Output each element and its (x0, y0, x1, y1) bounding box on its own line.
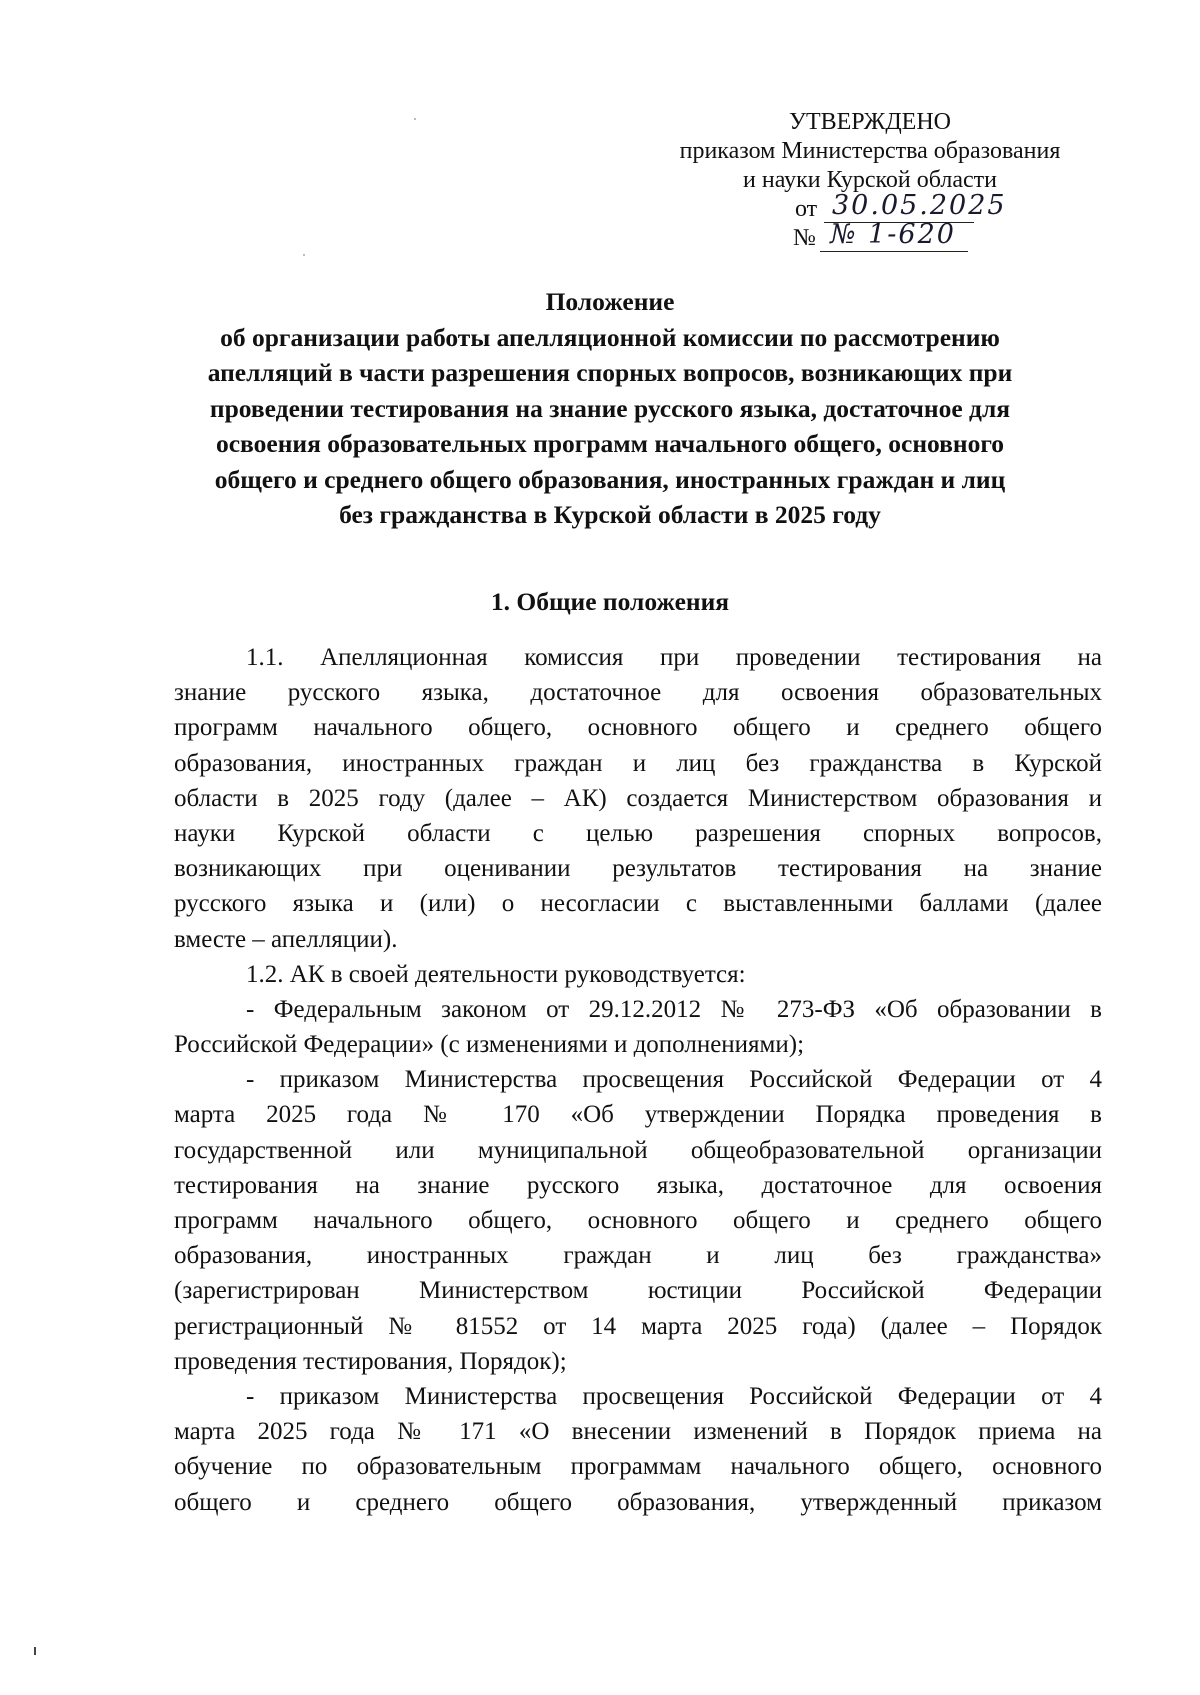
document-body (174, 640, 1102, 1520)
paragraph-line: регистрационный № 81552 от 14 марта 2025 года) (далее – Порядок (174, 1312, 1102, 1340)
approval-number-handwritten: № 1-620 (830, 219, 956, 250)
approval-order-line-2: и науки Курской области (743, 167, 997, 193)
paragraph-line: 1.1. Апелляционная комиссия при проведении тестирования на (246, 644, 1102, 671)
list-item-order-170 (174, 1062, 1102, 1379)
paragraph-line: области в 2025 году (далее – АК) создается Министерством образования и (174, 784, 1102, 812)
paragraph-line: государственной или муниципальной общеобразовательной организации (174, 1136, 1102, 1164)
approval-order-line-1: приказом Министерства образования (679, 138, 1061, 164)
list-item-federal-law (174, 992, 1102, 1062)
scan-artifact-dot (303, 254, 305, 256)
approval-heading: УТВЕРЖДЕНО (788, 109, 952, 135)
scan-artifact-dot (414, 118, 416, 120)
paragraph-line: знание русского языка, достаточное для освоения образовательных (174, 679, 1102, 707)
list-item-order-171 (174, 1379, 1102, 1520)
paragraph-line: 1.2. АК в своей деятельности руководствуется: (246, 960, 746, 988)
document-title-line: проведении тестирования на знание русского языка, достаточное для (209, 393, 1011, 423)
paragraph-line: русского языка и (или) о несогласии с выставленными баллами (далее (174, 890, 1102, 918)
paragraph-line: науки Курской области с целью разрешения спорных вопросов, (174, 819, 1102, 847)
paragraph-line: программ начального общего, основного общего и среднего общего (174, 1207, 1102, 1234)
approval-stamp (640, 108, 1100, 253)
paragraph-line: образования, иностранных граждан и лиц без гражданства» (174, 1242, 1102, 1270)
document-title-line: общего и среднего общего образования, иностранных граждан и лиц (214, 464, 1006, 494)
paragraph-line: - Федеральным законом от 29.12.2012 № 273-ФЗ «Об образовании в (246, 995, 1102, 1023)
approval-date-handwritten: 30.05.2025 (832, 190, 1007, 221)
paragraph-line: общего и среднего общего образования, утвержденный приказом (174, 1488, 1102, 1516)
paragraph-1-1 (174, 640, 1102, 957)
scan-artifact-mark (34, 1647, 36, 1655)
approval-number-label: № (793, 225, 816, 251)
paragraph-line: программ начального общего, основного общего и среднего общего (174, 714, 1102, 742)
paragraph-line: - приказом Министерства просвещения Российской Федерации от 4 (246, 1066, 1102, 1094)
paragraph-line: марта 2025 года № 170 «Об утверждении Порядка проведения в (174, 1101, 1102, 1129)
paragraph-line: - приказом Министерства просвещения Российской Федерации от 4 (246, 1382, 1102, 1410)
paragraph-line: марта 2025 года № 171 «О внесении изменений в Порядок приема на (174, 1418, 1102, 1446)
paragraph-line: тестирования на знание русского языка, достаточное для освоения (174, 1171, 1102, 1199)
section-heading: 1. Общие положения (490, 587, 730, 616)
document-title (150, 284, 1070, 533)
paragraph-line: (зарегистрирован Министерством юстиции Российской Федерации (174, 1277, 1102, 1305)
approval-number-line (640, 219, 1100, 253)
paragraph-line: образования, иностранных граждан и лиц без гражданства в Курской (174, 749, 1102, 777)
document-title-line: апелляций в части разрешения спорных вопросов, возникающих при (207, 358, 1013, 387)
paragraph-1-2 (174, 957, 1102, 992)
paragraph-line: Российской Федерации» (с изменениями и дополнениями); (174, 1031, 805, 1059)
paragraph-line: обучение по образовательным программам начального общего, основного (174, 1453, 1102, 1481)
approval-date-label: от (795, 196, 818, 222)
paragraph-line: вместе – апелляции). (174, 925, 398, 953)
document-title-line: об организации работы апелляционной комиссии по рассмотрению (220, 322, 1000, 352)
paragraph-line: проведения тестирования, Порядок); (174, 1347, 567, 1375)
document-title-line: освоения образовательных программ начального общего, основного (215, 429, 1005, 458)
document-title-heading: Положение (545, 287, 675, 316)
paragraph-line: возникающих при оценивании результатов тестирования на знание (174, 855, 1102, 883)
document-title-line: без гражданства в Курской области в 2025 году (339, 500, 881, 529)
